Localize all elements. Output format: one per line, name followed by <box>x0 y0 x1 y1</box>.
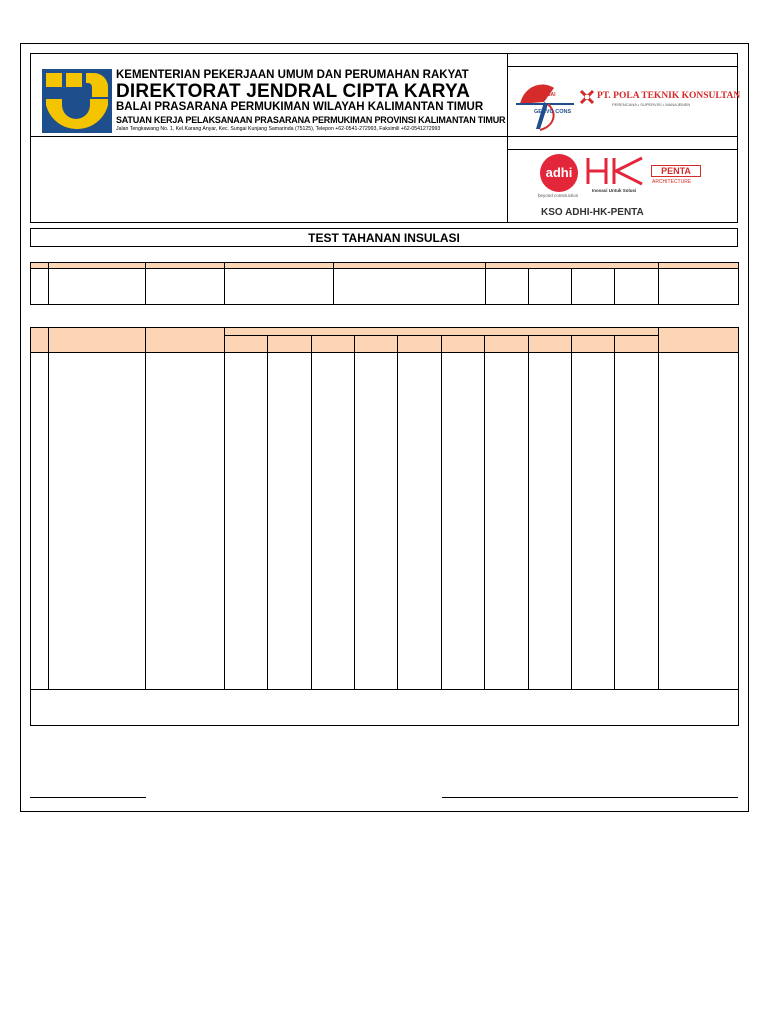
pola-teknik-name: PT. POLA TEKNIK KONSULTAN <box>597 91 741 101</box>
svg-text:SABAI: SABAI <box>540 92 556 98</box>
pupr-logo-icon <box>42 69 112 133</box>
signature-line-right <box>442 797 738 798</box>
project-info-box <box>30 136 508 223</box>
form-title: TEST TAHANAN INSULASI <box>30 228 738 247</box>
pola-teknik-tagline: PERENCANA • SUPERVISI • MANAJEMEN <box>612 102 691 107</box>
office-address: Jalan Tengkawang No. 1, Kel.Karang Anyar, Kec. Sungai Kunjang Samarinda (75125), Telepon +62-0541-272993, Faksimili +62-0541272993 <box>116 126 441 132</box>
measurement-table <box>30 327 739 726</box>
directorate-name: DIREKTORAT JENDRAL CIPTA KARYA <box>116 81 471 102</box>
hk-logo-icon <box>586 156 644 186</box>
penta-subtitle: ARCHITECTURE <box>652 179 692 185</box>
penta-logo: PENTA <box>651 165 701 177</box>
adhi-logo-icon <box>538 153 580 193</box>
sabai-logo-icon <box>514 74 576 132</box>
balai-name: BALAI PRASARANA PERMUKIMAN WILAYAH KALIMANTAN TIMUR <box>116 101 484 113</box>
consultant-label-cell <box>507 53 738 67</box>
info-table <box>30 262 739 305</box>
svg-text:adhi: adhi <box>545 165 573 180</box>
contractor-label-cell <box>507 136 738 150</box>
svg-text:GERVO CONS: GERVO CONS <box>534 109 572 115</box>
pola-cross-icon <box>580 90 594 104</box>
ministry-name: KEMENTERIAN PEKERJAAN UMUM DAN PERUMAHAN RAKYAT <box>116 69 469 81</box>
signature-line-left <box>30 797 146 798</box>
satuan-kerja-name: SATUAN KERJA PELAKSANAAN PRASARANA PERMUKIMAN PROVINSI KALIMANTAN TIMUR <box>116 115 506 125</box>
kso-name: KSO ADHI-HK-PENTA <box>541 207 644 218</box>
hk-tagline: Inovasi Untuk Solusi <box>592 188 637 193</box>
adhi-tagline: beyond construction <box>538 193 579 198</box>
